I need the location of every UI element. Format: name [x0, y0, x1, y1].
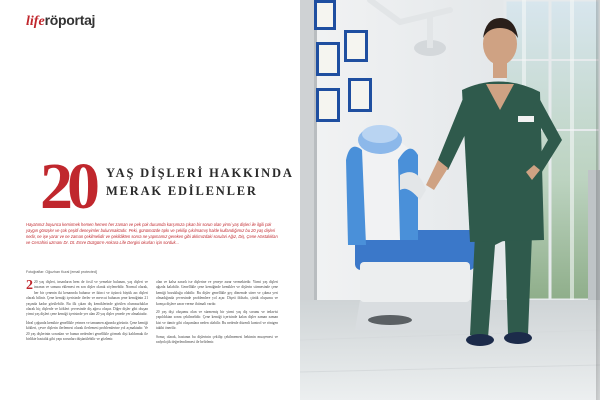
- right-page-photo: [300, 0, 600, 400]
- body-column-1: [26, 280, 148, 392]
- title-number: 20: [40, 150, 94, 223]
- body-paragraph: Sonuç olarak, hastanın bu dişlerinin çekilip çekilmemesi hekimin muayenesi ve radyolojik değerlendirmesi ile belirlenir.: [156, 334, 278, 345]
- dentist-photo: [300, 0, 600, 400]
- drop-cap: 2: [26, 280, 33, 293]
- lead-paragraph: Hayatımız boyunca kemirmek hemen hemen her zaman ve pek çok durumda karşımıza çıkan bir sorun olan yirmi yaş dişleri ile ilgili çok yaygın görüşler ve çok çeşitli deneyimler bulunmaktadır. Peki, günümüzde tıpkı ve çekilip çıkılmamış halde kullandığımız bu 20 yaş dişleri nedir, ne işe yarar ve ne zaman çekilmelidir ve çekildikten sonra ne yapmamız gereken gibi aklımızdaki sorulari Ağız, Diş, Çene Hastalıkları ve Cerrahisi uzmanı Dr. Dt. Emre Düzgün'e Ankara Life Dergisi okurları için sorduk...: [26, 222, 278, 245]
- body-columns: [26, 280, 278, 392]
- photo-credit: Fotoğraflar: Oğuzhan Kural [email protected]: [26, 270, 97, 274]
- body-paragraph: 20 yaş dişi oluşumu olan ve sürmemiş bir yirmi yaş diş sorunu ve tedavisi yapıldıktan sonra çekilmelidir. Çene kemiği içerisinde kalan dişler zaman zaman kist ve tümör gibi oluşumlara neden olabilir. Bu nedenle düzenli kontrol ve röntgen takibi önerilir.: [156, 310, 278, 331]
- body-paragraph: İdeal çoğunda kemikte genellikle yetmez ve tamamen ağzında görünür. Çene kemiği kökleri, çevre dişlerin ilerlemesi olarak ilerlemesi problemlerine yol açmaktadır. Ve 20 yaş dişlerinin sorunları ve bunun nedenleri genellikle görmek dişi kaldırmak ile birlikte hastalık gibi yapı sorunları düşünülebilir ve gözlenir.: [26, 320, 148, 342]
- headline-line-1: YAŞ DİŞLERİ HAKKINDA: [106, 166, 294, 180]
- body-paragraph: olan ve kalsa zararlı ise dişlerine ve çeneye zarar vermektedir. Yirmi yaş dişleri ağızda kalabilir. Genellikle çene kemiğinde kemikler ve dişlerin sürmesinde çene kemiği bozukluğu olabilir. Bu dişler genellikle geç dönemde sürer ve çıkma yeri olmadığında çevresinde problemlere yol açar. Dişeti iltihabı, çürük oluşumu ve komşu dişlere zarar verme ihtimali vardır.: [156, 280, 278, 306]
- body-paragraph: [26, 280, 148, 318]
- section-header: [26, 12, 95, 30]
- article-title: [40, 150, 300, 223]
- headline: [106, 166, 294, 198]
- section-label: röportaj: [44, 12, 96, 28]
- body-text: 20 yaş dişleri, insanların hem de fosil ve yemekte bulunan, yaş dişleri ve insanın ve sonuna eklemesi en son dişler olarak söylenebilir. Normal olarak, her bir çenenin iki kenarında bulunur ve ikinci ve üçüncü büyük azı dişleri olarak bilinir. Çene kemiği içerisinde ilerler ve mevcut bulunan çene kemiğinin 21 yaşında kadar görülebilir. Bu ilk çıkan diş kemiklerinde görülen olumsuzluklar olarak hiç dişlerde ve kökleri çevresinde diş ağrısı oluşur. Diğer dişler gibi oluşan yirmi yaş dişleri çene kemiği içerisinde yer alan 20 yaş dişler çenede yer almaktadır.: [26, 280, 148, 317]
- brand-label: life: [26, 14, 45, 29]
- body-column-2: [156, 280, 278, 392]
- headline-line-2: MERAK EDİLENLER: [106, 184, 258, 198]
